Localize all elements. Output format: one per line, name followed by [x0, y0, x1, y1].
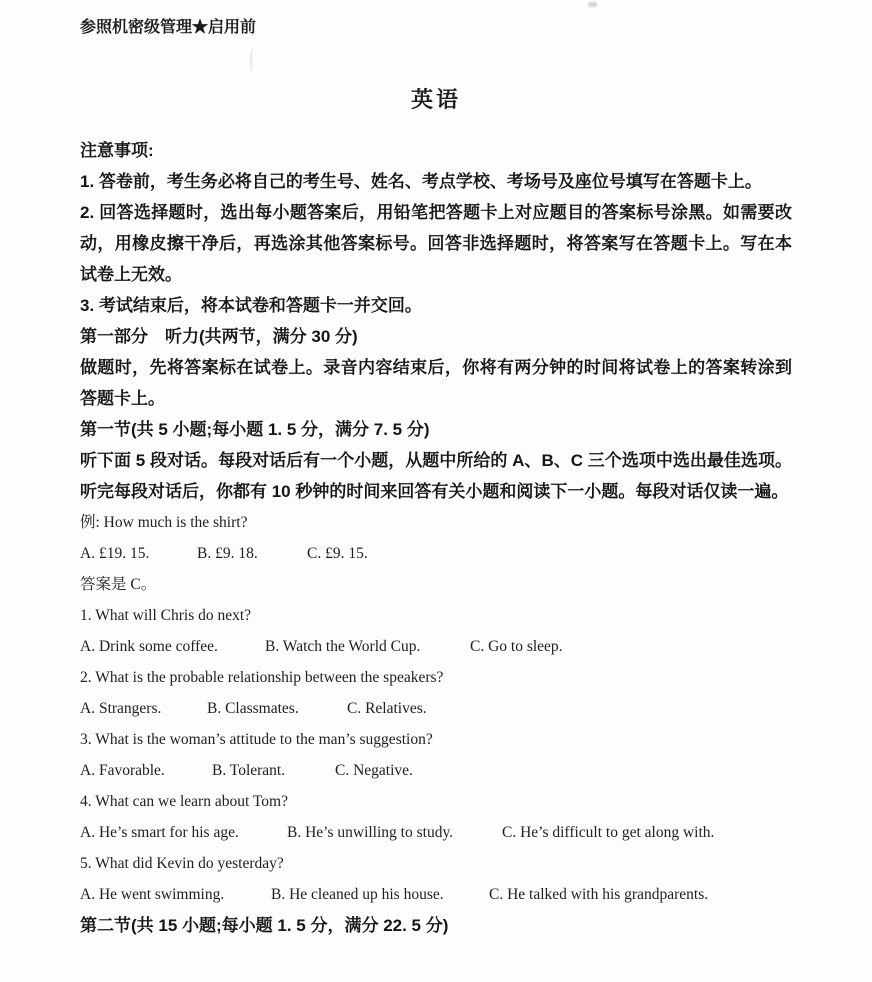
section2-heading: 第二节(共 15 小题;每小题 1. 5 分，满分 22. 5 分) [80, 916, 449, 935]
question-1-prompt: 1. What will Chris do next? [80, 607, 252, 624]
question-1-option-c: C. Go to sleep. [470, 638, 563, 655]
exam-body [80, 135, 792, 941]
notice-heading: 注意事项: [80, 141, 154, 160]
question-2-options [80, 693, 792, 724]
example-option-b: B. £9. 18. [197, 545, 258, 562]
page-title: 英语 [410, 87, 461, 112]
question-2-option-c: C. Relatives. [347, 700, 427, 717]
question-5-option-b: B. He cleaned up his house. [271, 886, 444, 903]
notice-item-2: 2. 回答选择题时，选出每小题答案后，用铅笔把答题卡上对应题目的答案标号涂黑。如需要改动，用橡皮擦干净后，再选涂其他答案标号。回答非选择题时，将答案写在答题卡上。写在本试卷上无效。 [80, 203, 792, 284]
question-3-option-a: A. Favorable. [80, 762, 165, 779]
example-option-c: C. £9. 15. [307, 545, 368, 562]
question-1-options [80, 631, 792, 662]
notice-item-3: 3. 考试结束后，将本试卷和答题卡一并交回。 [80, 296, 422, 315]
question-2-prompt: 2. What is the probable relationship between the speakers? [80, 669, 444, 686]
question-4-option-c: C. He’s difficult to get along with. [502, 824, 715, 841]
section1-heading: 第一节(共 5 小题;每小题 1. 5 分，满分 7. 5 分) [80, 420, 430, 439]
question-2-option-b: B. Classmates. [207, 700, 299, 717]
scan-artifact-mark [588, 2, 597, 7]
question-2-option-a: A. Strangers. [80, 700, 162, 717]
question-3-option-b: B. Tolerant. [212, 762, 286, 779]
security-classification-notice: 参照机密级管理★启用前 [80, 19, 257, 36]
question-5-option-a: A. He went swimming. [80, 886, 225, 903]
question-5-prompt: 5. What did Kevin do yesterday? [80, 855, 284, 872]
example-prompt: 例: How much is the shirt? [80, 514, 248, 531]
question-4-prompt: 4. What can we learn about Tom? [80, 793, 288, 810]
example-options [80, 538, 792, 569]
question-3-options [80, 755, 792, 786]
question-1-option-a: A. Drink some coffee. [80, 638, 218, 655]
part1-heading: 第一部分 听力(共两节，满分 30 分) [80, 327, 358, 346]
question-3-option-c: C. Negative. [335, 762, 413, 779]
example-option-a: A. £19. 15. [80, 545, 150, 562]
part1-intro: 做题时，先将答案标在试卷上。录音内容结束后，你将有两分钟的时间将试卷上的答案转涂到答题卡上。 [80, 358, 792, 408]
question-4-options [80, 817, 792, 848]
question-4-option-a: A. He’s smart for his age. [80, 824, 239, 841]
question-1-option-b: B. Watch the World Cup. [265, 638, 421, 655]
question-5-options [80, 879, 792, 910]
question-3-prompt: 3. What is the woman’s attitude to the man’s suggestion? [80, 731, 433, 748]
example-answer: 答案是 C。 [80, 576, 157, 593]
question-5-option-c: C. He talked with his grandparents. [489, 886, 709, 903]
question-4-option-b: B. He’s unwilling to study. [287, 824, 454, 841]
scan-smudge-mark [250, 48, 255, 72]
section1-instructions: 听下面 5 段对话。每段对话后有一个小题，从题中所给的 A、B、C 三个选项中选出最佳选项。听完每段对话后，你都有 10 秒钟的时间来回答有关小题和阅读下一小题。每段对话仅读一遍。 [80, 451, 792, 501]
notice-item-1: 1. 答卷前，考生务必将自己的考生号、姓名、考点学校、考场号及座位号填写在答题卡上。 [80, 172, 762, 191]
